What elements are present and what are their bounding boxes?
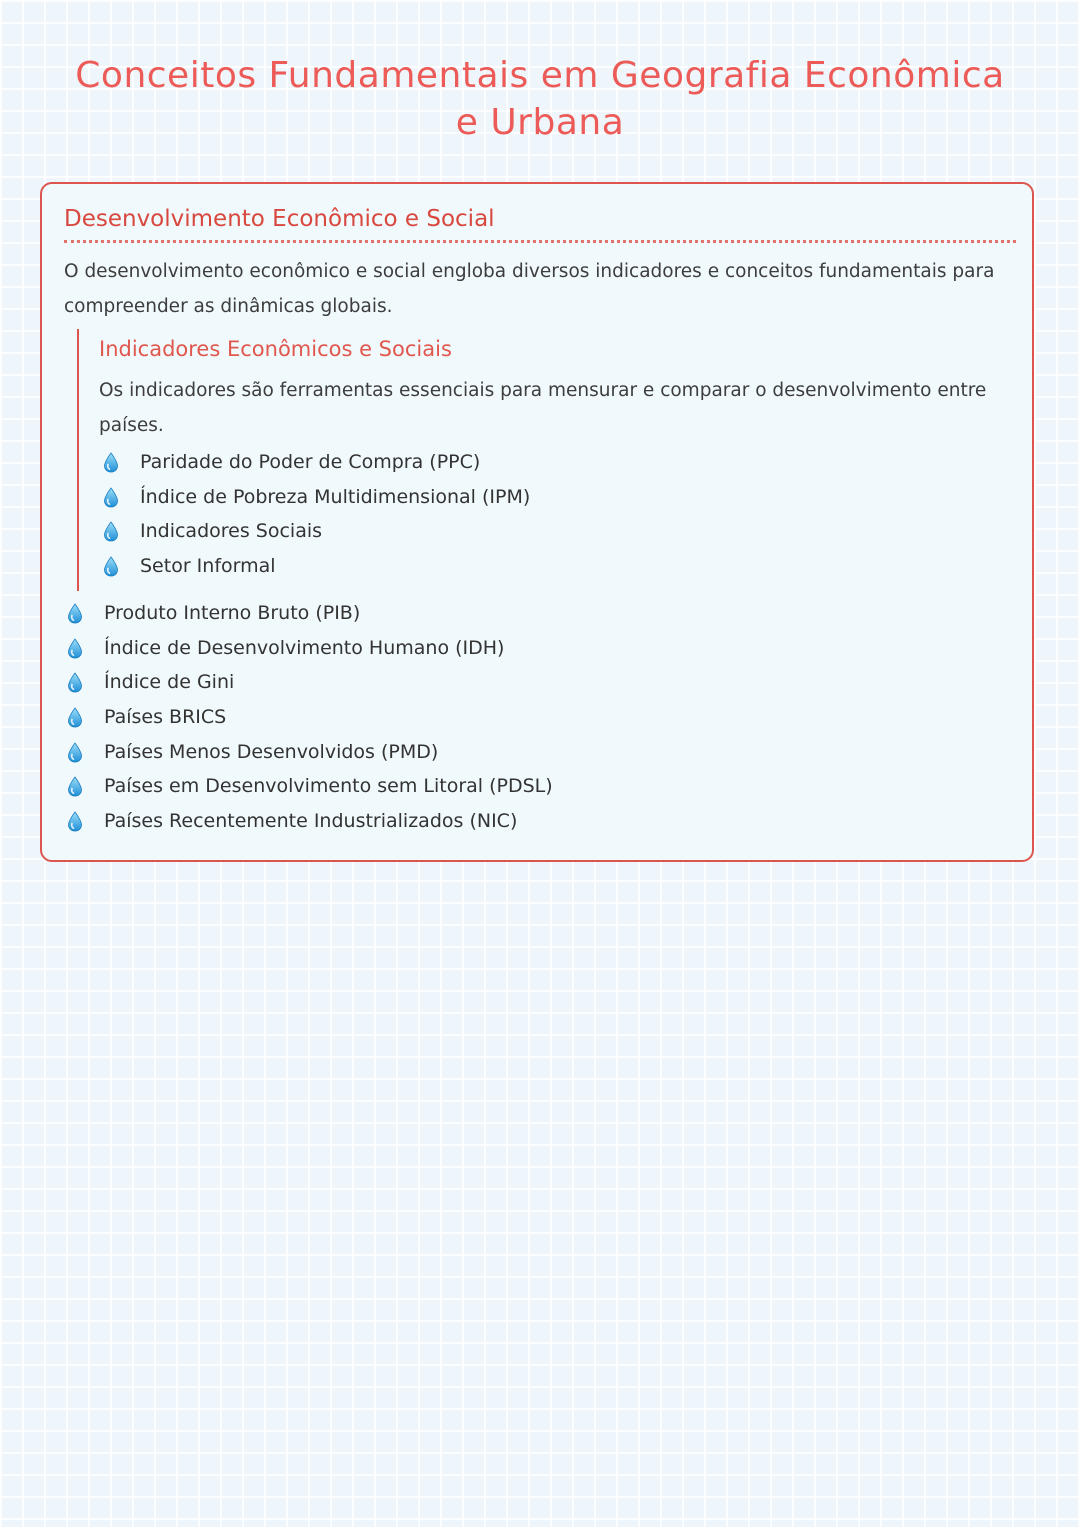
list-item [67, 769, 987, 804]
water-drop-icon [103, 521, 119, 542]
list-item [67, 596, 987, 631]
list-item-label: Países BRICS [104, 706, 227, 729]
list-item [67, 700, 987, 735]
subsection-block [77, 329, 1009, 591]
list-item-label: Indicadores Sociais [140, 520, 323, 543]
water-drop-icon [67, 672, 83, 693]
list-item-label: Países Menos Desenvolvidos (PMD) [104, 740, 439, 763]
water-drop-icon [103, 556, 119, 577]
concept-list [67, 596, 987, 839]
page-title: Conceitos Fundamentais em Geografia Econômica e Urbana [75, 55, 1005, 143]
list-item [67, 665, 987, 700]
section-title: Desenvolvimento Econômico e Social [64, 206, 495, 232]
list-item [103, 514, 983, 549]
water-drop-icon [67, 603, 83, 624]
section-intro: O desenvolvimento econômico e social engloba diversos indicadores e conceitos fundamentais para compreender as dinâmicas globais. [64, 261, 995, 317]
water-drop-icon [67, 811, 83, 832]
subsection-title: Indicadores Econômicos e Sociais [99, 337, 452, 361]
list-item [103, 549, 983, 584]
water-drop-icon [103, 487, 119, 508]
subsection-list [103, 445, 983, 584]
water-drop-icon [67, 776, 83, 797]
list-item-label: Países em Desenvolvimento sem Litoral (PDSL) [104, 775, 553, 798]
list-item-label: Produto Interno Bruto (PIB) [104, 602, 361, 624]
list-item [67, 631, 987, 666]
list-item-label: Índice de Desenvolvimento Humano (IDH) [104, 636, 505, 659]
list-item [103, 445, 983, 480]
list-item [103, 480, 983, 515]
list-item-label: Índice de Gini [104, 671, 235, 694]
water-drop-icon [103, 452, 119, 473]
list-item-label: Países Recentemente Industrializados (NIC) [104, 810, 518, 833]
list-item-label: Setor Informal [140, 555, 276, 578]
list-item-label: Paridade do Poder de Compra (PPC) [140, 451, 481, 473]
list-item [67, 735, 987, 770]
list-item-label: Índice de Pobreza Multidimensional (IPM) [140, 485, 531, 508]
water-drop-icon [67, 742, 83, 763]
water-drop-icon [67, 638, 83, 659]
section-card [40, 182, 1034, 862]
water-drop-icon [67, 707, 83, 728]
dotted-divider [64, 240, 1016, 243]
list-item [67, 804, 987, 839]
subsection-text: Os indicadores são ferramentas essenciais para mensurar e comparar o desenvolvimento entre países. [99, 380, 987, 436]
